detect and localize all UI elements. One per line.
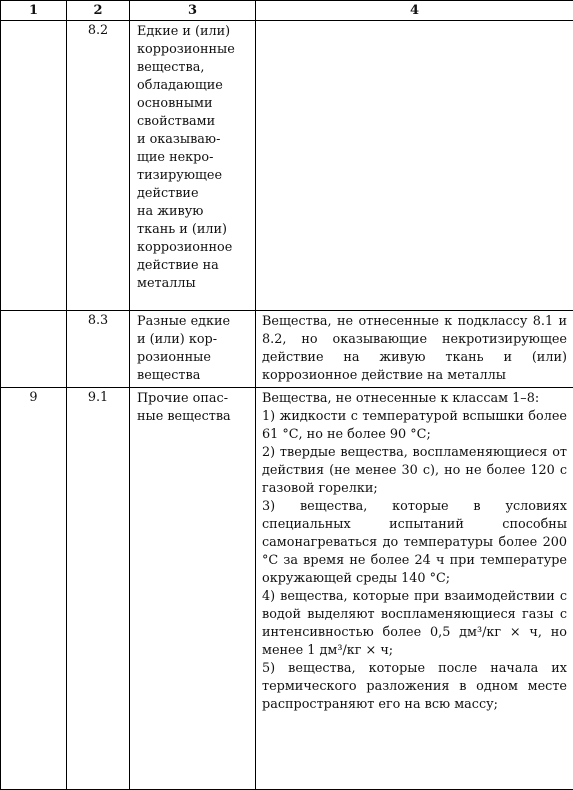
name-line: на живую [137,203,251,221]
table-header-row [1,1,573,21]
description-paragraph: 3) вещества, которые в условиях специальных испытаний способны самонагреваться до температуры более 200 °С за время не более 24 ч при температуре окружающей среды 140 °С; [262,498,567,588]
class-cell: 9 [1,388,67,790]
name-line: и оказываю- [137,131,251,149]
subclass-cell: 9.1 [67,388,130,790]
name-line: основными [137,95,251,113]
header-col-4: 4 [256,1,573,21]
description-paragraph: 2) твердые вещества, воспламеняющиеся от действия (не менее 30 с), но не более 120 с газовой горелки; [262,444,567,498]
name-line: вещества, [137,59,251,77]
name-line: розионные [137,349,251,367]
name-line: обладающие [137,77,251,95]
description-paragraph: 4) вещества, которые при взаимодействии с водой выделяют воспламеняющиеся газы с интенсивностью более 0,5 дм³/кг × ч, но менее 1 дм³/кг × ч; [262,588,567,660]
class-cell [1,21,67,311]
name-line: металлы [137,275,251,293]
subclass-cell: 8.2 [67,21,130,311]
name-line: Разные едкие [137,313,251,331]
name-line: свойствами [137,113,251,131]
name-line: ные вещества [137,408,251,426]
name-cell [130,311,256,388]
name-line: и (или) кор- [137,331,251,349]
header-col-3: 3 [130,1,256,21]
name-line: щие некро- [137,149,251,167]
table-row [1,388,573,790]
description-cell: Вещества, не отнесенные к подклассу 8.1 и 8.2, но оказывающие некротизирующее действие на живую ткань и (или) коррозионное действие на металлы [256,311,573,388]
description-paragraph: Вещества, не отнесенные к классам 1–8: [262,390,567,408]
subclass-cell: 8.3 [67,311,130,388]
header-col-2: 2 [67,1,130,21]
name-line: действие [137,185,251,203]
description-cell [256,388,573,790]
table-row [1,311,573,388]
name-line: Едкие и (или) [137,23,251,41]
name-line: тизирующее [137,167,251,185]
name-line: Прочие опас- [137,390,251,408]
name-line: действие на [137,257,251,275]
header-col-1: 1 [1,1,67,21]
description-paragraph: 1) жидкости с температурой вспышки более 61 °С, но не более 90 °С; [262,408,567,444]
description-cell [256,21,573,311]
table-row [1,21,573,311]
name-line: коррозионные [137,41,251,59]
name-cell [130,21,256,311]
class-cell [1,311,67,388]
name-line: ткань и (или) [137,221,251,239]
description-paragraph: 5) вещества, которые после начала их термического разложения в одном месте распространяют его на всю массу; [262,660,567,714]
name-line: коррозионное [137,239,251,257]
name-line: вещества [137,367,251,385]
name-cell [130,388,256,790]
